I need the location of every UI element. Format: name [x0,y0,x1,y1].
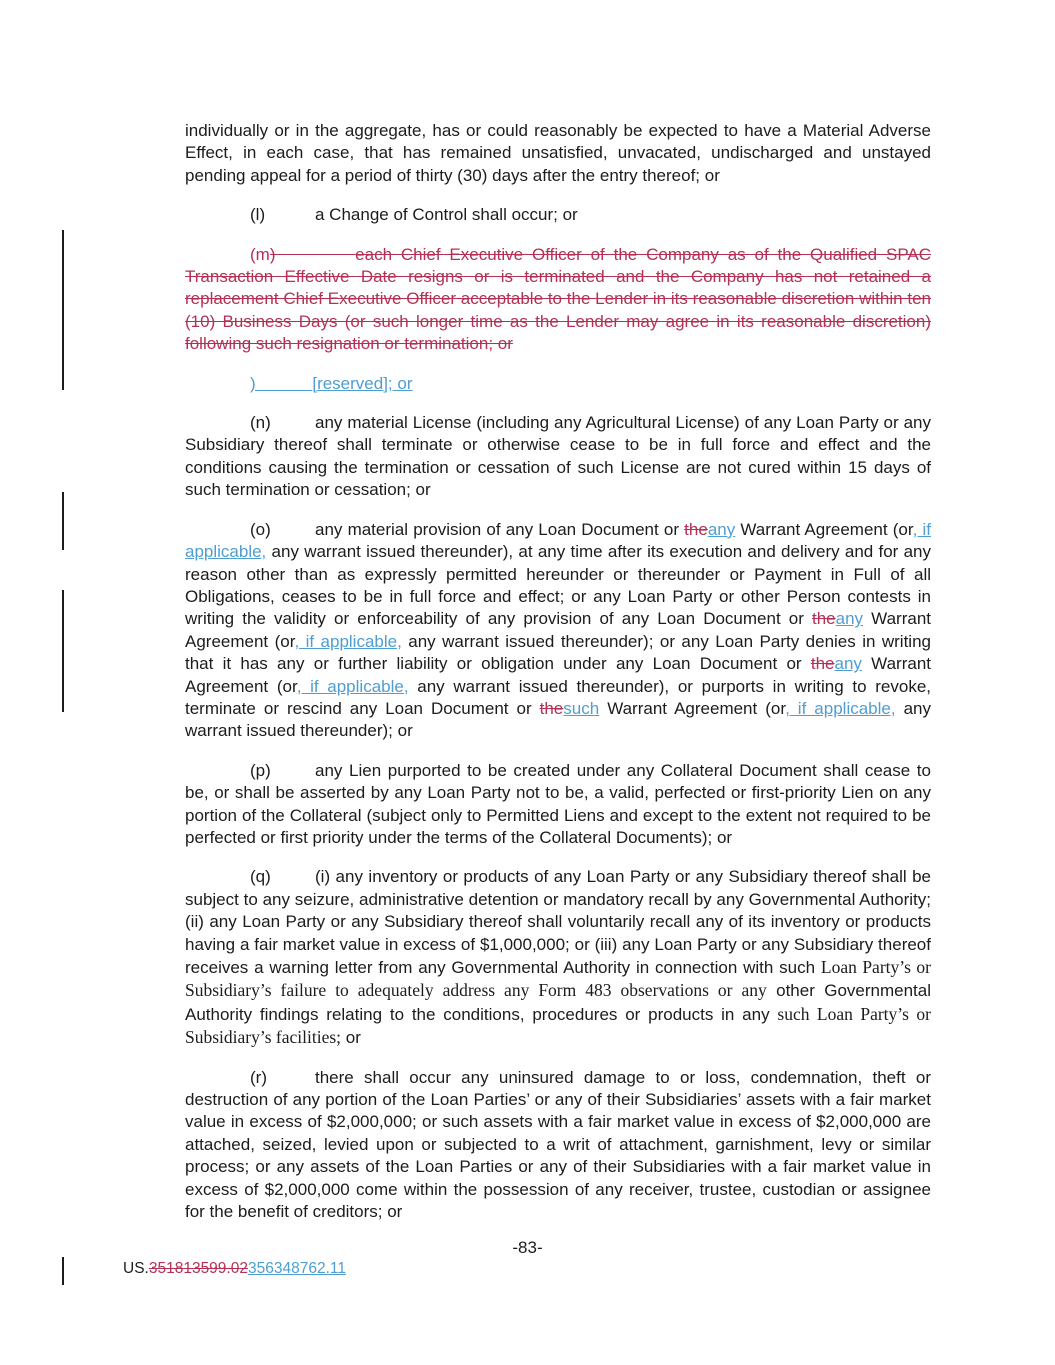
paragraph-intro [185,120,931,187]
inserted-text: ) [250,373,313,393]
inserted-text: any [707,519,736,539]
inserted-text: , if applicable, [185,519,931,562]
body-text: any warrant issued thereunder), or purports in writing to revoke, terminate or rescind any Loan Document or [185,676,931,718]
body-text: such Loan Party’s or Subsidiary’s facilities; [185,1003,931,1048]
inserted-text: any [835,609,864,629]
deleted-text: the [812,609,836,629]
document-id-inserted: 356348762.11 [247,1260,346,1277]
inserted-text: , if applicable, [296,676,409,696]
paragraph-q [185,866,931,1049]
paragraph-reserved-inserted [185,373,931,395]
document-id-deleted: 351813599.02 [148,1260,248,1277]
body-text: Warrant Agreement (or [599,698,786,718]
body-text: any warrant issued thereunder); or [185,698,932,741]
body-text: Warrant Agreement (or [735,519,913,539]
paragraph-o [185,519,931,743]
deleted-text: the [539,698,564,718]
deleted-text: ) [269,244,356,264]
document-id-footer [123,1260,346,1278]
page-number: -83- [512,1238,543,1257]
body-text: Warrant Agreement (or [185,609,931,651]
deleted-text: each Chief Executive Officer of the Company as of the Qualified SPAC Transaction Effective Date resigns or is terminated and the Company has not retained a replacement Chief Executive Officer acceptable to the Lender in its reasonable discretion within ten (10) Business Days (or such longer time as the Lender may agree in its reasonable discretion) following such resignation or termination; or [185,244,932,354]
body-text: a Change of Control shall occur; or [315,205,578,225]
deleted-text: the [810,654,835,674]
inserted-text: [reserved]; or [312,373,413,393]
paragraph-l [185,204,931,226]
body-text: there shall occur any uninsured damage to or loss, condemnation, theft or destruction of any portion of the Loan Parties’ or any of their Subsidiaries’ assets with a fair market value in excess of $2,000,000; or such assets with a fair market value in excess of $2,000,000 are attached, seized, levied upon or subjected to a writ of attachment, garnishment, levy or similar process; or any assets of the Loan Parties or any of their Subsidiaries with a fair market value in excess of $2,000,000 come within the possession of any receiver, trustee, custodian or assignee for the benefit of creditors; or [185,1067,931,1222]
body-text: Warrant Agreement (or [185,654,932,696]
change-bar [62,590,64,712]
inserted-text: , if applicable, [785,698,896,718]
deleted-text: (m [250,244,270,264]
change-bar [62,230,64,390]
change-bar [62,1257,64,1285]
body-text: any material provision of any Loan Document or [315,519,685,539]
paragraph-r [185,1067,931,1224]
paragraph-label: (o) [250,519,271,539]
inserted-text: , if applicable, [294,631,402,651]
inserted-text: any [834,654,862,674]
change-bar [62,492,64,550]
paragraph-m-deleted [185,244,931,356]
deleted-text: the [684,519,708,539]
body-text: any warrant issued thereunder); or any Loan Party denies in writing that it has any or further liability or obligation under any Loan Document or [185,631,931,674]
body-text: individually or in the aggregate, has or could reasonably be expected to have a Material Adverse Effect, in each case, that has remained unsatisfied, unvacated, undischarged and unstayed pending appeal for a period of thirty (30) days after the entry thereof; or [185,121,931,185]
body-text: any warrant issued thereunder), at any time after its execution and delivery and for any reason other than as expressly permitted hereunder or thereunder or Payment in Full of all Obligations, ceases to be in full force and effect; or any Loan Party or other Person contests in writing the validity or enforceability of any provision of any Loan Document or [185,542,931,629]
body-text: any material License (including any Agricultural License) of any Loan Party or any Subsidiary thereof shall terminate or otherwise cease to be in full force and effect and the conditions causing the termination or cessation of such License are not cured within 15 days of such termination or cessation; or [185,413,931,500]
paragraph-p [185,760,931,850]
document-body [185,120,931,1240]
paragraph-label: (l) [250,205,266,225]
body-text: any Lien purported to be created under any Collateral Document shall cease to be, or shall be asserted by any Loan Party not to be, a valid, perfected or first-priority Lien on any portion of the Collateral (subject only to Permitted Liens and except to the extent not required to be perfected or first priority under the terms of the Collateral Documents); or [185,760,931,847]
paragraph-label: (p) [250,760,271,780]
body-text: Loan Party’s or Subsidiary’s failure to adequately address any Form 483 observations or any [185,957,931,1001]
paragraph-label: (q) [250,867,271,887]
body-text: (i) any inventory or products of any Loan Party or any Subsidiary thereof shall be subject to any seizure, administrative detention or mandatory recall by any Governmental Authority; (ii) any Loan Party or any Subsidiary thereof shall voluntarily recall any of its inventory or products having a fair market value in excess of $1,000,000; or (iii) any Loan Party or any Subsidiary thereof receives a warning letter from any Governmental Authority in connection with such [185,867,931,977]
paragraph-label: (r) [250,1067,267,1087]
paragraph-label: (n) [250,413,271,433]
body-text: other Governmental Authority findings relating to the conditions, procedures or products in any [185,981,931,1024]
document-id-prefix: US. [123,1260,149,1277]
paragraph-n [185,412,931,502]
inserted-text: such [563,698,600,718]
body-text: or [341,1028,361,1048]
